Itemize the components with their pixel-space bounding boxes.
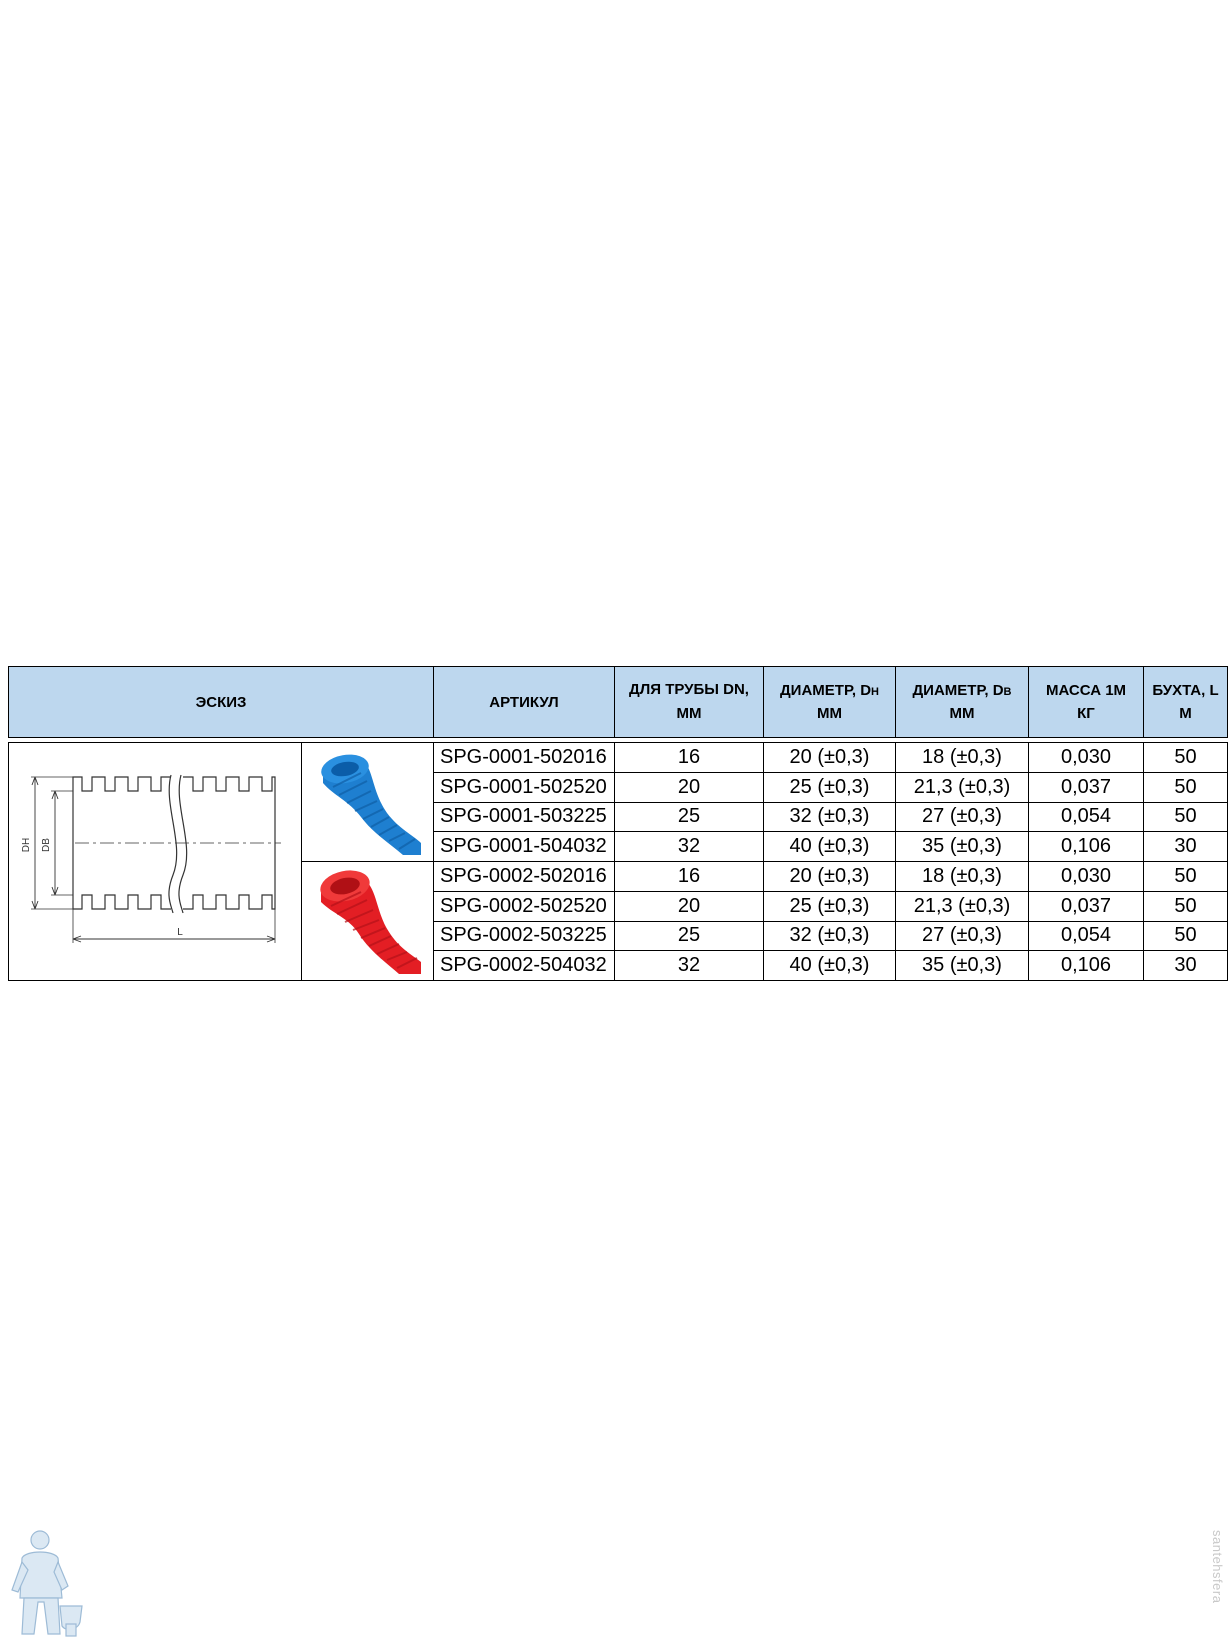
header-inner-diameter-unit: ММ [949, 705, 975, 722]
cell-article: SPG-0001-503225 [434, 802, 615, 832]
cell-inner-diameter: 27 (±0,3) [896, 802, 1029, 832]
cell-coil: 50 [1144, 921, 1228, 951]
cell-outer-diameter: 20 (±0,3) [764, 743, 896, 773]
cell-inner-diameter: 18 (±0,3) [896, 862, 1029, 892]
cell-mass: 0,054 [1029, 921, 1144, 951]
cell-article: SPG-0002-503225 [434, 921, 615, 951]
cell-outer-diameter: 25 (±0,3) [764, 772, 896, 802]
header-mass-unit: КГ [1077, 705, 1095, 722]
red-pipe-photo-cell [302, 862, 434, 981]
header-mass-label: МАССА 1М [1045, 682, 1127, 699]
pipe-sketch-cell [9, 743, 302, 981]
header-pipe-dn-line1: ДЛЯ ТРУБЫ DN, [629, 681, 749, 698]
header-coil [1144, 667, 1228, 738]
header-sketch: ЭСКИЗ [9, 667, 434, 738]
header-inner-diameter [896, 667, 1029, 738]
cell-mass: 0,030 [1029, 743, 1144, 773]
cell-article: SPG-0001-502520 [434, 772, 615, 802]
cell-dn: 32 [615, 951, 764, 981]
sketch-label-inner-diameter: DВ [40, 837, 52, 852]
header-coil-label: БУХТА, L [1152, 682, 1219, 699]
cell-inner-diameter: 21,3 (±0,3) [896, 772, 1029, 802]
cell-inner-diameter: 21,3 (±0,3) [896, 891, 1029, 921]
blue-corrugated-pipe-image [303, 743, 433, 855]
plumber-mascot-icon [8, 1528, 84, 1640]
header-outer-diameter-unit: ММ [817, 705, 842, 722]
cell-coil: 50 [1144, 772, 1228, 802]
header-article: АРТИКУЛ [434, 667, 615, 738]
header-pipe-dn [615, 667, 764, 738]
cell-outer-diameter: 40 (±0,3) [764, 832, 896, 862]
cell-coil: 50 [1144, 891, 1228, 921]
cell-mass: 0,106 [1029, 832, 1144, 862]
cell-mass: 0,054 [1029, 802, 1144, 832]
cell-article: SPG-0002-502016 [434, 862, 615, 892]
cell-coil: 30 [1144, 832, 1228, 862]
blue-pipe-photo-cell [302, 743, 434, 862]
cell-outer-diameter: 25 (±0,3) [764, 891, 896, 921]
header-coil-unit: М [1179, 705, 1192, 722]
cell-dn: 16 [615, 862, 764, 892]
header-outer-diameter [764, 667, 896, 738]
cell-article: SPG-0001-502016 [434, 743, 615, 773]
table-row [9, 743, 1228, 773]
header-mass [1029, 667, 1144, 738]
watermark-text: santehsfera [1210, 1530, 1225, 1604]
cell-article: SPG-0001-504032 [434, 832, 615, 862]
header-outer-diameter-label: ДИАМЕТР, D [779, 682, 872, 699]
cell-outer-diameter: 32 (±0,3) [764, 921, 896, 951]
header-pipe-dn-line2: ММ [676, 705, 702, 722]
cell-mass: 0,037 [1029, 772, 1144, 802]
cell-inner-diameter: 18 (±0,3) [896, 743, 1029, 773]
cell-dn: 16 [615, 743, 764, 773]
cell-dn: 25 [615, 921, 764, 951]
cell-article: SPG-0002-502520 [434, 891, 615, 921]
cell-mass: 0,106 [1029, 951, 1144, 981]
table-header-row [9, 667, 1228, 738]
cell-inner-diameter: 35 (±0,3) [896, 832, 1029, 862]
red-corrugated-pipe-image [303, 862, 433, 974]
cell-coil: 50 [1144, 802, 1228, 832]
header-inner-diameter-label: ДИАМЕТР, D [912, 682, 1004, 699]
cell-coil: 50 [1144, 743, 1228, 773]
cell-article: SPG-0002-504032 [434, 951, 615, 981]
cell-dn: 20 [615, 891, 764, 921]
cell-mass: 0,037 [1029, 891, 1144, 921]
cell-coil: 50 [1144, 862, 1228, 892]
cell-outer-diameter: 40 (±0,3) [764, 951, 896, 981]
corrugated-pipe-sketch [13, 745, 298, 973]
cell-outer-diameter: 20 (±0,3) [764, 862, 896, 892]
cell-dn: 25 [615, 802, 764, 832]
cell-mass: 0,030 [1029, 862, 1144, 892]
sketch-label-outer-diameter: DН [20, 837, 32, 852]
header-outer-diameter-sub: Н [871, 686, 879, 698]
header-inner-diameter-sub: В [1003, 686, 1012, 698]
cell-outer-diameter: 32 (±0,3) [764, 802, 896, 832]
cell-coil: 30 [1144, 951, 1228, 981]
cell-inner-diameter: 35 (±0,3) [896, 951, 1029, 981]
sketch-label-length: L [176, 926, 183, 938]
cell-dn: 32 [615, 832, 764, 862]
cell-inner-diameter: 27 (±0,3) [896, 921, 1029, 951]
specification-table [8, 666, 1228, 981]
cell-dn: 20 [615, 772, 764, 802]
